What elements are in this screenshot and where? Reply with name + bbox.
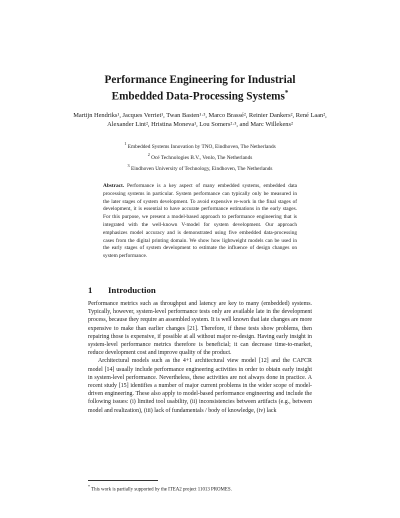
paragraph-1: Performance metrics such as throughput and latency are key to many (embedded) systems. Typically, however, system-level performance tests only are available late in the development process, because they require an assembled system. It is well known that late changes are more expensive to make than earlier changes [21]. Therefore, if these tests show problems, then repairing those is expensive, if possible at all without major re-design. Having early insight in system-level performance metrics therefore is beneficial; it can decrease time-to-market, reduce development cost and improve quality of the product. bbox=[88, 301, 312, 357]
abstract-text: Performance is a key aspect of many embedded systems, embedded data processing systems in particular. System performance can typically only be measured in the later stages of system development. To avoid expensive re-work in the final stages of development, it is essential to have accurate performance estimations in the early stages. For this purpose, we present a model-based approach to performance engineering that is integrated with the well-known V-model for system development. Our approach emphasizes model accuracy and is demonstrated using five embedded data-processing cases from the digital printing domain. We show how lightweight models can be used in the early stages of system development to estimate the influence of design changes on system performance. bbox=[103, 183, 298, 260]
affiliation-3-text: Eindhoven University of Technology, Eindhoven, The Netherlands bbox=[130, 165, 273, 172]
footnote-text: This work is partially supported by the ITEA2 project 11013 PROMES. bbox=[91, 487, 232, 493]
footnote bbox=[88, 483, 312, 494]
affiliation-2-mark: 2 bbox=[147, 151, 150, 157]
affiliations bbox=[90, 140, 310, 172]
title-line-1: Performance Engineering for Industrial bbox=[104, 74, 296, 86]
author-list: Martijn Hendriks¹, Jacques Verriet¹, Twan Basten¹·³, Marco Brassé², Reinier Dankers², René Laan², Alexander Lint², Hristina Moneva¹, Lou Somers²·³, and Marc Willekens² bbox=[73, 112, 327, 128]
title-footnote-mark: * bbox=[284, 89, 289, 97]
affiliation-1 bbox=[90, 140, 310, 151]
affiliation-1-text: Embedded Systems Innovation by TNO, Eindhoven, The Netherlands bbox=[127, 143, 276, 150]
abstract bbox=[103, 183, 297, 261]
section-number: 1 bbox=[88, 285, 93, 295]
affiliation-2-text: Océ Technologies B.V., Venlo, The Netherlands bbox=[151, 154, 253, 161]
affiliation-3-mark: 3 bbox=[127, 162, 130, 168]
affiliation-2 bbox=[90, 151, 310, 162]
paragraph-2: Architectural models such as the 4+1 architectural view model [12] and the CAFCR model [14] usually include performance engineering activities in order to obtain early insight in system-level performance. Nevertheless, these activities are not always done in practice. A recent study [15] identifies a number of major current problems in the wider scope of model-driven engineering. These also apply to model-based performance engineering and include the following issues: (i) limited tool usability, (ii) inconsistencies between artifacts (e.g., between model and realization), (iii) lack of fundamentals / body of knowledge, (iv) lack bbox=[88, 358, 312, 414]
section-body bbox=[88, 300, 312, 415]
title-line-2-text: Embedded Data-Processing Systems bbox=[111, 90, 285, 103]
footnote-divider bbox=[88, 480, 158, 481]
paper-title bbox=[60, 74, 340, 104]
abstract-label: Abstract. bbox=[103, 183, 125, 189]
affiliation-3 bbox=[90, 162, 310, 173]
section-title: Introduction bbox=[108, 285, 156, 295]
footnote-mark: * bbox=[88, 484, 90, 489]
section-heading bbox=[88, 285, 156, 295]
title-line-2 bbox=[60, 87, 340, 104]
affiliation-1-mark: 1 bbox=[124, 141, 127, 146]
